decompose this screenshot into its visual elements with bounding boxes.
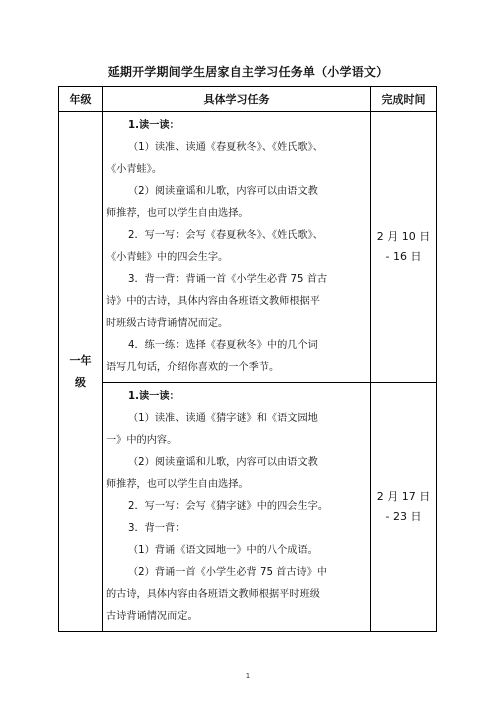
task-line: 师推荐，也可以学生自由选择。 xyxy=(106,208,249,219)
task-line: 3．背一背： xyxy=(128,523,186,534)
task-line: （1）读准、读通《春夏秋冬》、《姓氏歌》、 xyxy=(128,142,323,153)
task-line: （1）背诵《语文园地一》中的八个成语。 xyxy=(128,545,318,556)
header-grade: 年级 xyxy=(59,87,103,112)
time-cell-week1 xyxy=(371,112,437,383)
task-table xyxy=(58,86,437,632)
task-line: （1）读准、读通《猜字谜》和《语文园地 xyxy=(128,413,318,424)
task-line: 诗》中的古诗，具体内容由各班语文教师根据平 xyxy=(106,296,320,307)
page-number: 1 xyxy=(245,672,251,680)
task-line: 2．写一写：会写《猜字谜》中的四会生字。 xyxy=(128,501,329,512)
tasks-cell-week1 xyxy=(103,112,371,383)
header-tasks: 具体学习任务 xyxy=(103,87,371,112)
grade-label-part: 级 xyxy=(75,375,86,389)
task-line: （2）背诵一首《小学生必背 75 首古诗》中 xyxy=(128,567,328,578)
table-row-week1 xyxy=(59,112,437,383)
task-line: 古诗背诵情况而定。 xyxy=(106,611,198,622)
header-time: 完成时间 xyxy=(371,87,437,112)
time-start: 2 月 10 日 xyxy=(376,230,431,243)
task-line: （2）阅读童谣和儿歌，内容可以由语文教 xyxy=(128,186,318,197)
table-header-row xyxy=(59,87,437,112)
grade-label-part: 一年 xyxy=(69,353,92,367)
task-line: （2）阅读童谣和儿歌，内容可以由语文教 xyxy=(128,457,318,468)
task-line: 1.读一读： xyxy=(128,391,180,402)
time-end: - 16 日 xyxy=(385,250,422,263)
time-end: - 23 日 xyxy=(385,510,422,523)
task-line: 一》中的内容。 xyxy=(106,435,178,446)
grade-label xyxy=(59,350,102,394)
grade-cell xyxy=(59,112,103,632)
task-line: 3．背一背：背诵一首《小学生必背 75 首古 xyxy=(128,274,328,285)
task-line: 《小青蛙》中的四会生字。 xyxy=(106,252,229,263)
task-line: 4．练一练：选择《春夏秋冬》中的几个词 xyxy=(128,340,318,351)
time-start: 2 月 17 日 xyxy=(376,490,431,503)
task-line: 的古诗，具体内容由各班语文教师根据平时班级 xyxy=(106,589,320,600)
task-line: 师推荐，也可以学生自由选择。 xyxy=(106,479,249,490)
table-row-week2 xyxy=(59,383,437,632)
task-line: 1.读一读： xyxy=(128,120,180,131)
task-line: 《小青蛙》。 xyxy=(106,164,163,175)
tasks-cell-week2 xyxy=(103,383,371,632)
document-title: 延期开学期间学生居家自主学习任务单（小学语文） xyxy=(107,65,389,79)
task-line: 2．写一写：会写《春夏秋冬》、《姓氏歌》、 xyxy=(128,230,323,241)
task-line: 时班级古诗背诵情况而定。 xyxy=(106,318,229,329)
time-cell-week2 xyxy=(371,383,437,632)
task-line: 语写几句话，介绍你喜欢的一个季节。 xyxy=(106,362,280,373)
